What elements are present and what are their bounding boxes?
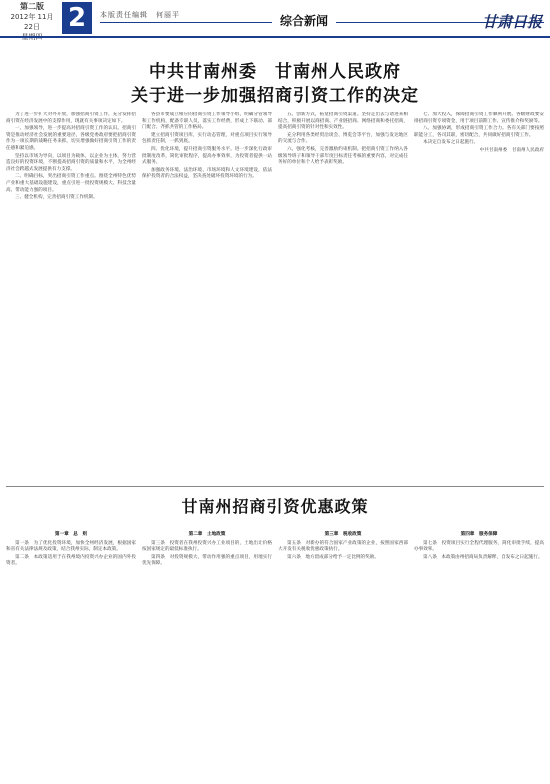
paragraph: 第七条 投资项目实行全程代理服务，简化审批手续，提高办事效率。 <box>414 540 544 553</box>
paragraph: 六、强化考核，完善激励约束机制。把招商引资工作纳入各级领导班子和领导干部年度目标责任考核的重要内容，对完成任务好的单位和个人给予表彰奖励。 <box>278 146 408 166</box>
paragraph: 第三条 投资者在我州投资兴办工业项目的，土地出让价格按国家规定的最低标准执行。 <box>142 540 272 553</box>
paragraph: 建立招商引资项目库，实行动态管理，对重点项目实行领导包抓责任制，一抓到底。 <box>142 132 272 145</box>
article1-title-line2: 关于进一步加强招商引资工作的决定 <box>131 86 419 106</box>
article2-column <box>278 530 408 780</box>
paragraph: 五、创新方式，拓宽招商引资渠道。坚持走出去与请进来相结合，积极开展以商招商、产业链招商、网络招商和委托招商，提高招商引资的针对性和实效性。 <box>278 112 408 131</box>
paragraph: 一、加强领导，进一步提高对招商引资工作的认识。招商引资是推动经济社会发展的重要途径，各级党委政府要把招商引资作为一项长期的战略任务来抓，切实增强做好招商引资工作的责任感和紧迫感。 <box>6 126 136 151</box>
article1-title-line1: 中共甘南州委 甘南州人民政府 <box>149 62 401 82</box>
article1-column <box>142 112 272 480</box>
paragraph: 第二条 本政策适用于在我州境内投资兴办企业的国内外投资者。 <box>6 554 136 567</box>
article1-headline <box>0 60 550 108</box>
paragraph: 加强政务环境、法治环境、市场环境和人文环境建设，依法保护投资者的合法权益，坚决查处破坏投资环境的行为。 <box>142 167 272 180</box>
article2-column <box>142 530 272 780</box>
paragraph: 充分利用各类经贸洽谈会、博览会等平台，加强与发达地区的交流与合作。 <box>278 132 408 145</box>
section-title: 综合新闻 <box>272 12 336 29</box>
paragraph: 八、加强协调，形成招商引资工作合力。各有关部门要按照职能分工，各司其职，密切配合，共同做好招商引资工作。 <box>414 126 544 138</box>
article1-column <box>278 112 408 480</box>
paragraph: 第五条 对新办的符合国家产业政策的企业，按照国家西部大开发有关税收优惠政策执行。 <box>278 540 408 553</box>
masthead-bar <box>0 36 550 38</box>
chapter-heading: 第一章 总 则 <box>54 532 88 537</box>
responsible-editor: 本版责任编辑 何丽平 <box>100 11 180 19</box>
article2-column <box>414 530 544 780</box>
edition-label: 第二版 <box>20 2 44 11</box>
article1-column <box>414 112 544 480</box>
article1-column <box>6 112 136 480</box>
article2-body <box>6 530 544 780</box>
chapter-heading: 第二章 土地政策 <box>188 532 226 537</box>
article1-body <box>6 112 544 480</box>
paragraph: 第一条 为了优化投资环境，加快全州经济发展，根据国家和省有关法律法规及政策，结合我州实际，制定本政策。 <box>6 540 136 553</box>
article-divider <box>6 486 544 487</box>
paragraph: 七、加大投入，保障招商引资工作顺利开展。各级财政要安排招商引资专项资金，用于项目前期工作、宣传推介和奖励等。 <box>414 112 544 124</box>
page-masthead <box>0 0 550 38</box>
issue-date: 2012年 11月 22日 <box>10 13 54 31</box>
chapter-heading: 第四章 服务保障 <box>460 532 498 537</box>
paragraph: 第六条 地方留成部分给予一定比例的奖励。 <box>287 554 379 560</box>
paragraph: 第四条 对投资规模大、带动作用强的重点项目，用地实行优先保障。 <box>142 554 272 567</box>
article2-column <box>6 530 136 780</box>
paragraph: 坚持以市场为导向，以项目为载体，以企业为主体，努力营造良好的投资环境，不断提高招商引资的质量和水平，为全州经济社会跨越式发展提供有力支撑。 <box>6 153 136 172</box>
paragraph: 第八条 本政策由州招商局负责解释，自发布之日起施行。 <box>423 554 543 560</box>
paragraph: 三、健全机构，完善招商引资工作机制。 <box>15 195 98 201</box>
signature-line: 中共甘南州委 甘南州人民政府 <box>479 147 544 153</box>
paragraph: 各县市要成立相应的招商引资工作领导小组，明确分管领导和工作机构，配备专职人员，落实工作经费，形成上下联动、部门配合、齐抓共管的工作格局。 <box>142 112 272 131</box>
paragraph: 本决定自发布之日起施行。 <box>423 140 479 146</box>
paragraph: 四、优化环境，提升招商引资服务水平。进一步深化行政审批制度改革，简化审批程序，提高办事效率，为投资者提供一站式服务。 <box>142 146 272 166</box>
article2-headline: 甘南州招商引资优惠政策 <box>181 497 369 516</box>
page-number: 2 <box>62 2 92 34</box>
chapter-heading: 第三章 税收政策 <box>324 532 362 537</box>
paragraph: 二、明确目标，突出招商引资工作重点。围绕全州特色优势产业和重大基础设施建设，重点引进一批投资规模大、科技含量高、带动能力强的项目。 <box>6 174 136 193</box>
newspaper-logo: 甘肃日报 <box>481 13 542 31</box>
paragraph: 为了进一步扩大对外开放，加强招商引资工作，充分发挥招商引资在经济发展中的支撑作用，现就有关事项决定如下。 <box>6 112 136 124</box>
